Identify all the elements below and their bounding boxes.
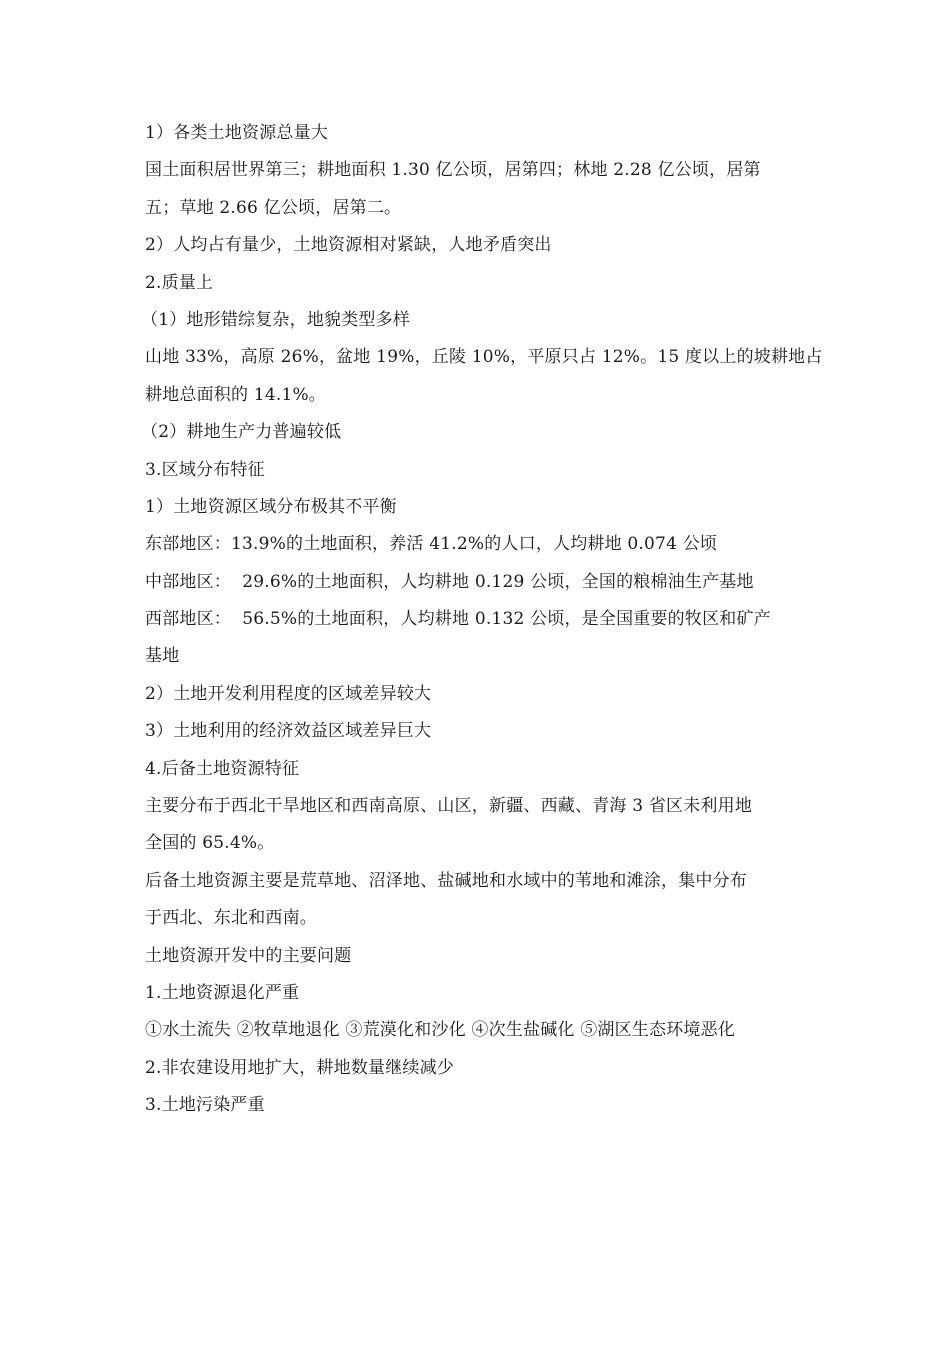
text-paragraph-central: 中部地区： 29.6%的土地面积，人均耕地 0.129 公顷，全国的粮棉油生产基地 <box>145 571 754 592</box>
text-paragraph: 五；草地 2.66 亿公顷，居第二。 <box>145 197 402 218</box>
list-item-productivity: （2）耕地生产力普遍较低 <box>141 422 342 443</box>
text-paragraph: 耕地总面积的 14.1%。 <box>145 384 327 405</box>
section-heading-reserve: 4.后备土地资源特征 <box>145 758 300 779</box>
section-heading-problems: 土地资源开发中的主要问题 <box>145 945 352 966</box>
text-paragraph: 主要分布于西北干旱地区和西南高原、山区，新疆、西藏、青海 3 省区未利用地 <box>145 796 753 817</box>
list-item-pollution: 3.土地污染严重 <box>145 1095 265 1116</box>
text-paragraph-east: 东部地区：13.9%的土地面积，养活 41.2%的人口，人均耕地 0.074 公顷 <box>145 534 718 555</box>
text-paragraph: 基地 <box>145 646 180 667</box>
text-paragraph: 山地 33%，高原 26%，盆地 19%，丘陵 10%，平原只占 12%。15 度以上的坡耕地占 <box>145 347 823 368</box>
text-paragraph-west: 西部地区： 56.5%的土地面积，人均耕地 0.132 公顷，是全国重要的牧区和矿产 <box>145 609 771 630</box>
list-item-development: 2）土地开发利用程度的区域差异较大 <box>145 683 432 704</box>
text-paragraph: 全国的 65.4%。 <box>145 833 275 854</box>
text-paragraph: 于西北、东北和西南。 <box>145 908 317 929</box>
document-body <box>141 115 823 1125</box>
section-heading-quality: 2.质量上 <box>145 272 214 293</box>
list-item-per-capita: 2）人均占有量少，土地资源相对紧缺，人地矛盾突出 <box>145 235 552 256</box>
list-item-degradation: 1.土地资源退化严重 <box>145 982 300 1003</box>
text-paragraph-degradation-types: ①水土流失 ②牧草地退化 ③荒漠化和沙化 ④次生盐碱化 ⑤湖区生态环境恶化 <box>145 1020 736 1041</box>
list-item-benefit: 3）土地利用的经济效益区域差异巨大 <box>145 721 432 742</box>
list-item-terrain: （1）地形错综复杂，地貌类型多样 <box>141 309 411 330</box>
list-item-total-amount: 1）各类土地资源总量大 <box>145 123 329 143</box>
text-paragraph: 国土面积居世界第三；耕地面积 1.30 亿公顷，居第四；林地 2.28 亿公顷，居第 <box>145 160 761 181</box>
list-item-construction: 2.非农建设用地扩大，耕地数量继续减少 <box>145 1057 455 1078</box>
section-heading-regional: 3.区域分布特征 <box>145 459 265 480</box>
text-paragraph: 后备土地资源主要是荒草地、沼泽地、盐碱地和水域中的苇地和滩涂，集中分布 <box>145 870 747 891</box>
list-item-imbalance: 1）土地资源区域分布极其不平衡 <box>145 496 397 517</box>
